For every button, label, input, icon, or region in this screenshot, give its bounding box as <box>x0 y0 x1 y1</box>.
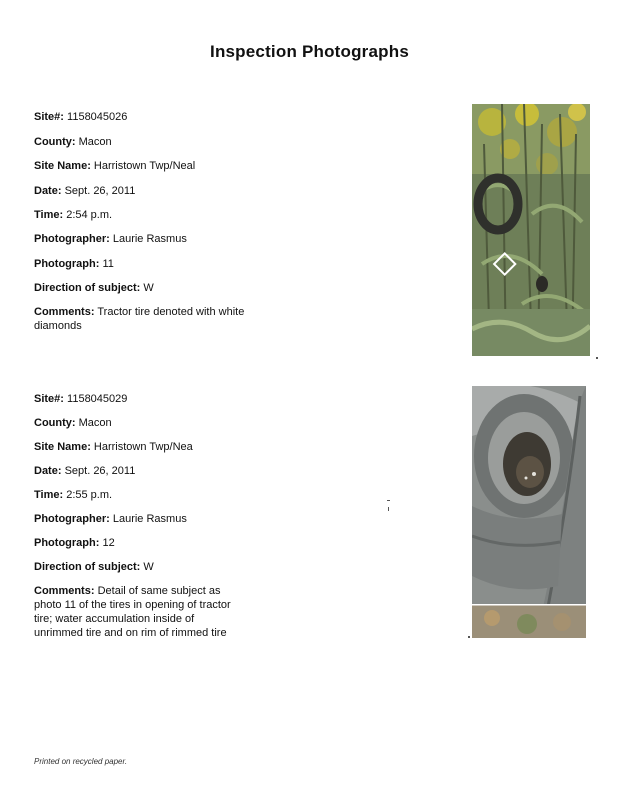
scan-speck <box>388 507 389 511</box>
site-number-label: Site#: <box>34 111 64 123</box>
page-title: Inspection Photographs <box>210 42 409 61</box>
date-row <box>34 464 254 478</box>
direction-row <box>34 560 254 574</box>
county-value: Macon <box>78 417 112 429</box>
comments-value: Tractor tire denoted with white diamonds <box>34 306 245 332</box>
site-name-row <box>34 440 254 454</box>
direction-label: Direction of subject: <box>34 561 141 573</box>
photo-11-image <box>472 104 590 356</box>
county-value: Macon <box>78 136 112 148</box>
date-value: Sept. 26, 2011 <box>64 465 136 477</box>
photographer-value: Laurie Rasmus <box>112 513 187 525</box>
time-row <box>34 488 254 502</box>
direction-row <box>34 281 254 295</box>
photograph-number-row <box>34 257 254 271</box>
photo-record-1 <box>34 110 254 340</box>
photograph-number-label: Photograph: <box>34 258 100 270</box>
photo-record-2 <box>34 392 254 672</box>
site-name-value: Harristown Twp/Nea <box>93 441 193 453</box>
comments-value: Detail of same subject as photo 11 of the tires in opening of tractor tire; water accumulation inside of unrimmed tire and on rim of rimmed tire <box>34 585 231 639</box>
photographer-label: Photographer: <box>34 233 110 245</box>
scan-speck <box>387 500 390 501</box>
photographer-row <box>34 512 254 526</box>
recycled-paper-note: Printed on recycled paper. <box>34 757 128 766</box>
direction-value: W <box>143 561 154 573</box>
direction-label: Direction of subject: <box>34 282 141 294</box>
site-number-value: 1158045029 <box>67 393 128 405</box>
county-row <box>34 416 254 430</box>
photo-12-scene <box>472 386 586 638</box>
site-name-value: Harristown Twp/Neal <box>93 160 196 172</box>
photographer-value: Laurie Rasmus <box>112 233 187 245</box>
site-name-label: Site Name: <box>34 441 91 453</box>
site-number-row <box>34 392 254 406</box>
comments-label: Comments: <box>34 306 95 318</box>
time-value: 2:55 p.m. <box>66 489 113 501</box>
time-row <box>34 208 254 222</box>
photograph-number-value: 12 <box>102 537 115 549</box>
comments-row <box>34 305 246 333</box>
photograph-number-row <box>34 536 254 550</box>
county-label: County: <box>34 417 76 429</box>
comments-label: Comments: <box>34 585 95 597</box>
scan-speck <box>468 636 470 638</box>
time-label: Time: <box>34 489 64 501</box>
date-label: Date: <box>34 465 62 477</box>
site-number-row <box>34 110 254 124</box>
photo-11-scene <box>472 104 590 356</box>
time-label: Time: <box>34 209 64 221</box>
scan-speck <box>596 357 598 359</box>
site-name-row <box>34 159 254 173</box>
date-label: Date: <box>34 185 62 197</box>
date-value: Sept. 26, 2011 <box>64 185 136 197</box>
photographer-label: Photographer: <box>34 513 110 525</box>
date-row <box>34 184 254 198</box>
photo-12-image <box>472 386 586 638</box>
photographer-row <box>34 232 254 246</box>
site-name-label: Site Name: <box>34 160 91 172</box>
site-number-label: Site#: <box>34 393 64 405</box>
county-label: County: <box>34 136 76 148</box>
county-row <box>34 135 254 149</box>
photograph-number-value: 11 <box>102 258 114 270</box>
site-number-value: 1158045026 <box>67 111 128 123</box>
comments-row <box>34 584 246 640</box>
photograph-number-label: Photograph: <box>34 537 100 549</box>
direction-value: W <box>143 282 154 294</box>
time-value: 2:54 p.m. <box>66 209 113 221</box>
